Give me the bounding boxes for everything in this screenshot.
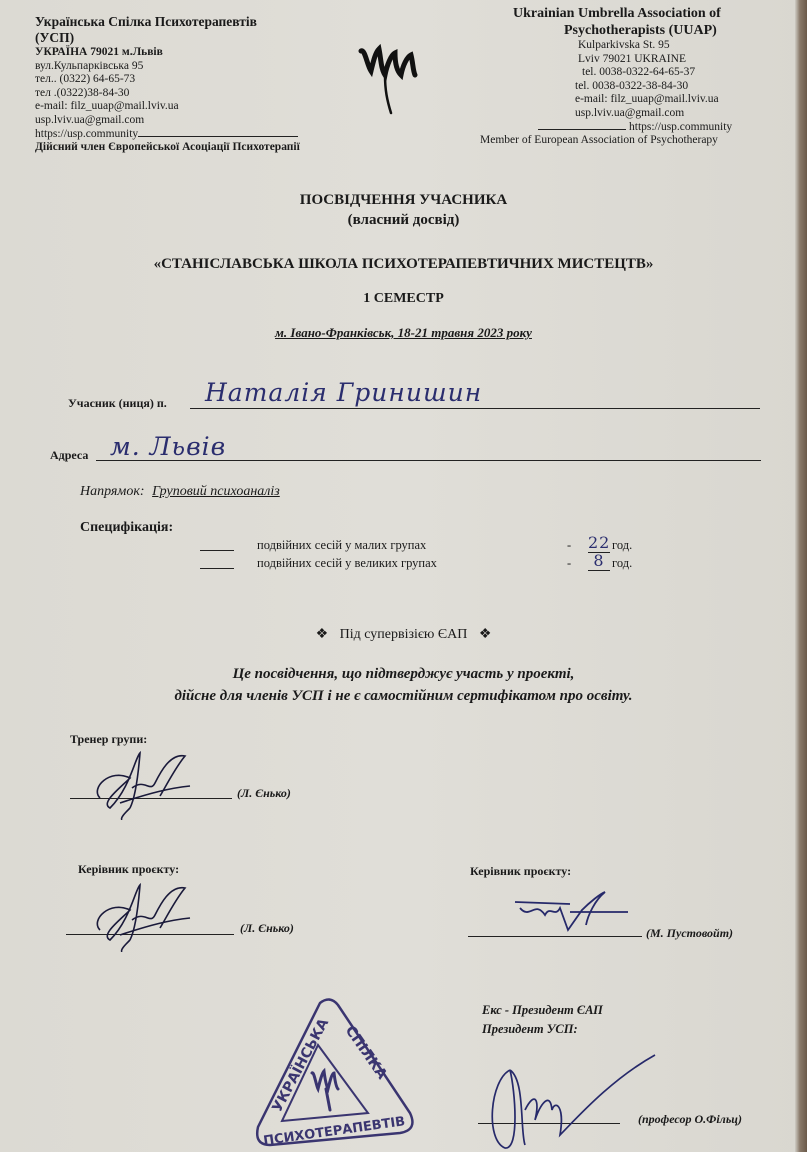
manager2-signature-icon <box>510 890 630 938</box>
note-line: Це посвідчення, що підтверджує участь у проекті, <box>232 666 575 682</box>
website-line <box>35 128 300 142</box>
phone-line: тел .(0322)38-84-30 <box>35 86 130 99</box>
stamp-text-bottom: ПСИХОТЕРАПЕВТІВ <box>262 1114 407 1149</box>
address-line: Kulparkivska St. 95 <box>578 39 670 51</box>
org-name-en-2: Psychotherapists (UUAP) <box>564 22 717 38</box>
website-line <box>480 121 732 135</box>
president-name: (професор О.Фільц) <box>638 1112 742 1126</box>
note-line: дійсне для членів УСП і не є самостійним сертифікатом про освіту. <box>174 688 633 704</box>
ornament-icon: ❖ <box>315 627 329 642</box>
president-signature-icon <box>480 1050 660 1152</box>
membership-en: Member of European Association of Psychotherapy <box>480 134 718 147</box>
trainer-signature-icon <box>90 748 200 820</box>
manager2-name: (М. Пустовойт) <box>646 926 734 940</box>
certificate-title <box>0 190 807 230</box>
ornament-icon: ❖ <box>478 627 492 642</box>
spec-unit: год. <box>612 538 633 552</box>
trainer-label: Тренер групи: <box>70 732 148 746</box>
school-name: «СТАНІСЛАВСЬКА ШКОЛА ПСИХОТЕРАПЕВТИЧНИХ МИСТЕЦТВ» <box>153 256 654 272</box>
page-edge-shadow <box>795 0 807 1152</box>
disclaimer-note <box>0 663 807 707</box>
spec-value: 8 <box>588 551 610 571</box>
header-left <box>35 14 300 155</box>
manager1-signature-icon <box>90 880 200 952</box>
supervision <box>0 626 807 643</box>
manager2-label: Керівник проєкту: <box>470 864 572 878</box>
semester: 1 СЕМЕСТР <box>363 291 444 306</box>
spec-prefix-blank <box>200 550 234 551</box>
manager1-name: (Л. Єнько) <box>240 921 294 935</box>
phone-line: tel. 0038-0322-64-65-37 <box>582 66 696 79</box>
trainer-name: (Л. Єнько) <box>237 786 291 800</box>
specification-label: Специфікація: <box>80 520 174 535</box>
spec-row <box>200 551 660 571</box>
title-subtitle: (власний досвід) <box>347 212 460 228</box>
usp-logo-icon <box>355 35 425 115</box>
participant-label: Учасник (ниця) п. <box>68 396 167 410</box>
manager1-label: Керівник проєкту: <box>78 862 180 876</box>
direction-value: Груповий психоаналіз <box>152 484 280 499</box>
header-right <box>480 6 732 148</box>
email-line: e-mail: filz_uuap@mail.lviv.ua <box>35 100 179 113</box>
email-line: e-mail: filz_uuap@mail.lviv.ua <box>575 93 719 106</box>
direction <box>80 484 280 500</box>
spec-text: подвійних сесій у великих групах <box>257 556 437 570</box>
phone-line: tel. 0038-0322-38-84-30 <box>575 79 689 92</box>
address-line: вул.Кульпарківська 95 <box>35 59 144 72</box>
supervision-text: Під супервізією ЄАП <box>339 627 468 642</box>
spec-prefix-blank <box>200 568 234 569</box>
phone-line: тел.. (0322) 64-65-73 <box>35 73 136 86</box>
place-date: м. Івано-Франківськ, 18-21 травня 2023 року <box>275 325 532 340</box>
address-line: Lviv 79021 UKRAINE <box>578 52 686 65</box>
spec-text: подвійних сесій у малих групах <box>257 538 427 552</box>
address-line: УКРАЇНА 79021 м.Львів <box>35 46 163 58</box>
spec-value: 22 <box>588 533 611 552</box>
usp-stamp-icon <box>250 995 420 1152</box>
email-line: usp.lviv.ua@gmail.com <box>35 113 145 126</box>
president-label-2: Президент УСП: <box>482 1022 578 1036</box>
org-name-ua: Українська Спілка Психотерапевтів <box>35 14 257 29</box>
website-text: https://usp.community <box>35 127 139 140</box>
address-value: м. Львів <box>110 432 227 461</box>
spec-unit: год. <box>612 556 633 570</box>
spec-dash: - <box>567 556 572 570</box>
president-label-1: Екс - Президент ЄАП <box>482 1003 603 1017</box>
email-line: usp.lviv.ua@gmail.com <box>575 106 685 119</box>
address-label: Адреса <box>50 448 89 462</box>
website-text: https://usp.community <box>629 120 733 133</box>
title-line: ПОСВІДЧЕННЯ УЧАСНИКА <box>299 192 508 208</box>
participant-name: Наталія Гринишин <box>205 378 483 407</box>
org-abbr-ua: (УСП) <box>35 30 75 45</box>
stamp-text-left: УКРАЇНСЬКА <box>269 1015 333 1115</box>
participant-underline <box>190 408 760 409</box>
spec-dash: - <box>567 538 572 552</box>
direction-label: Напрямок: <box>80 484 145 499</box>
org-name-en: Ukrainian Umbrella Association of <box>513 6 721 21</box>
stamp-text-right: СПІЛКА <box>341 1023 390 1083</box>
membership-ua: Дійсний член Європейської Асоціації Психотерапії <box>35 141 300 154</box>
